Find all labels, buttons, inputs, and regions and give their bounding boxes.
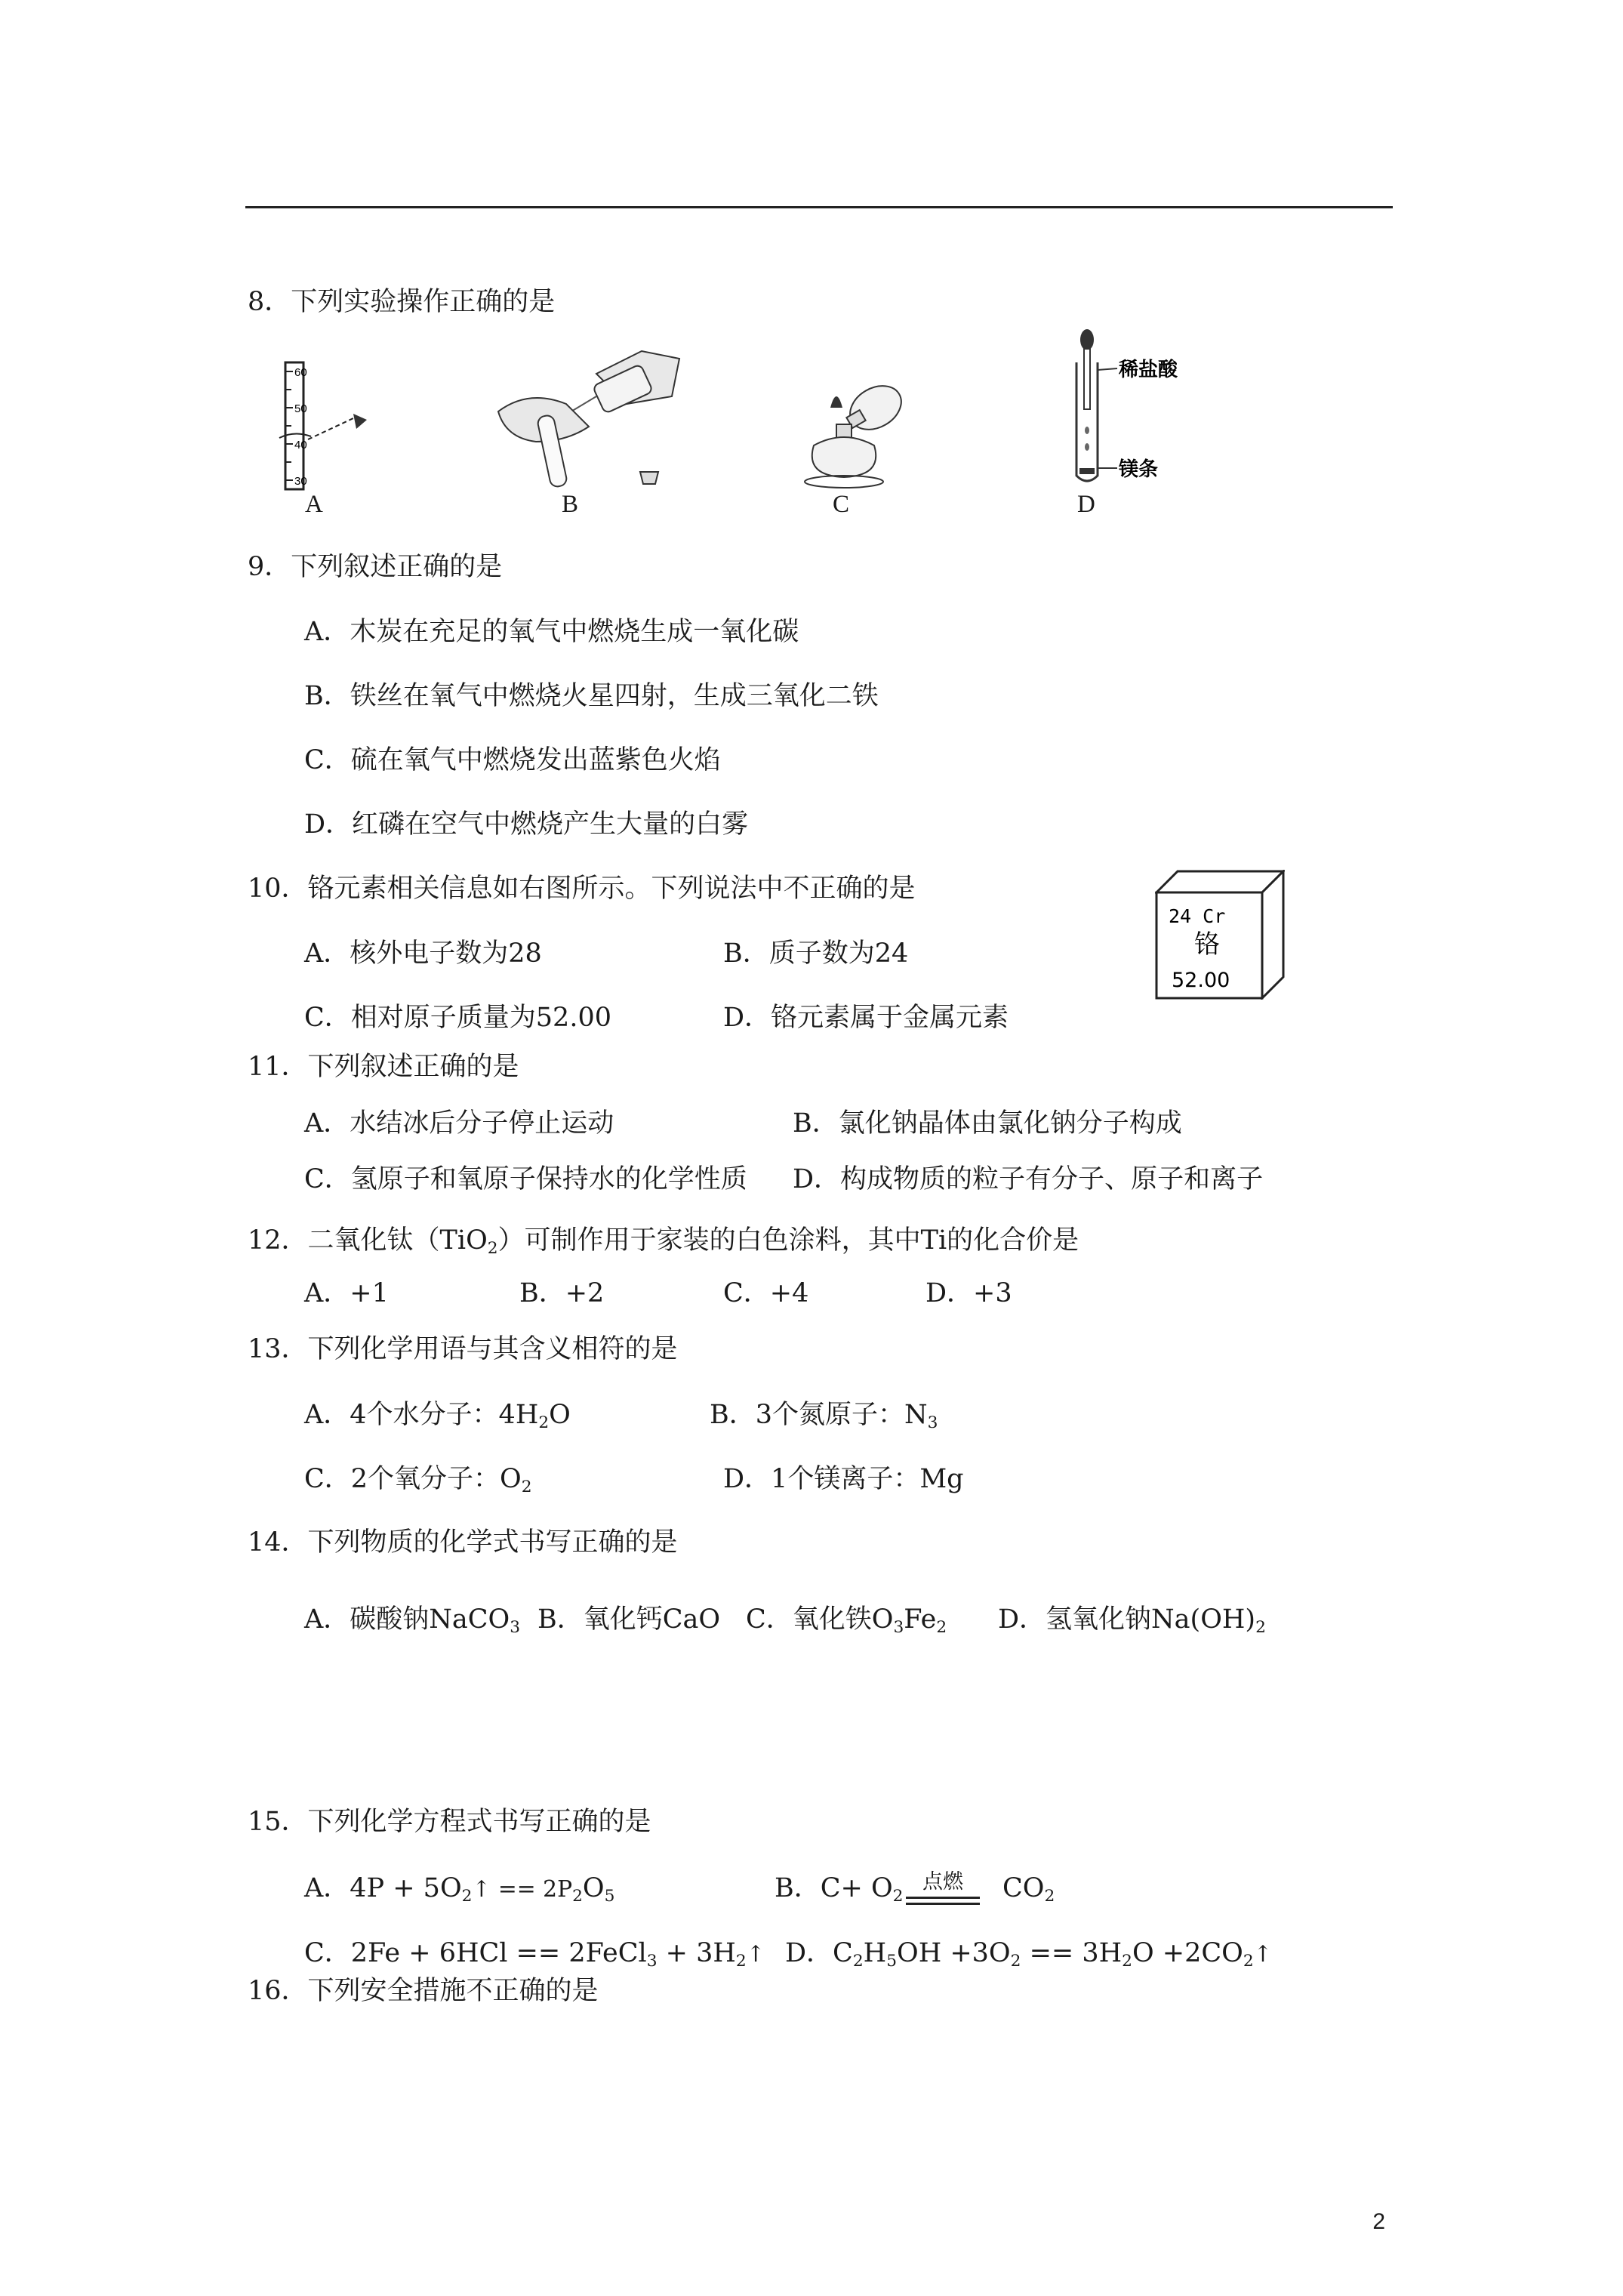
q10-option-c: C．相对原子质量为52.00 bbox=[304, 1003, 611, 1033]
q14-option-b: B．氧化钙CaO bbox=[537, 1604, 721, 1635]
dropper-bulb-icon bbox=[1080, 329, 1094, 350]
q9-option-b: B．铁丝在氧气中燃烧火星四射，生成三氧化二铁 bbox=[304, 681, 879, 711]
q12-option-b: B．+2 bbox=[519, 1278, 605, 1308]
pouring-liquid-figure bbox=[483, 344, 694, 491]
q13-option-d: D．1个镁离子：Mg bbox=[723, 1464, 964, 1494]
q8-stem: 8．下列实验操作正确的是 bbox=[248, 287, 556, 317]
q11-option-c: C．氢原子和氧原子保持水的化学性质 bbox=[304, 1164, 747, 1194]
reaction-condition bbox=[906, 1872, 980, 1905]
header-rule bbox=[245, 206, 1393, 208]
q12-option-c: C．+4 bbox=[723, 1278, 809, 1308]
alcohol-lamp-figure bbox=[793, 362, 921, 491]
q15-option-b-right: $CO_2$ bbox=[1002, 1873, 1055, 1906]
q13-option-c: C．2个氧分子：$O_2$ bbox=[304, 1464, 532, 1497]
q9-option-c: C．硫在氧气中燃烧发出蓝紫色火焰 bbox=[304, 745, 721, 775]
q14-stem: 14．下列物质的化学式书写正确的是 bbox=[248, 1527, 678, 1558]
q9-option-a: A．木炭在充足的氧气中燃烧生成一氧化碳 bbox=[304, 617, 799, 647]
q15-option-c: C．2Fe + 6HCl == 2FeCl$_3$ + $3H_2↑$ bbox=[304, 1938, 765, 1971]
q9-stem: 9．下列叙述正确的是 bbox=[248, 552, 503, 582]
condition-ignite-label: 点燃 bbox=[922, 1870, 963, 1894]
q12-stem: 12．二氧化钛（TiO$_2$）可制作用于家装的白色涂料，其中Ti的化合价是 bbox=[248, 1225, 1079, 1259]
q11-option-a: A．水结冰后分子停止运动 bbox=[304, 1108, 614, 1139]
cylinder-tick-60: 60 bbox=[294, 366, 307, 379]
flame-icon bbox=[830, 396, 842, 408]
q8-caption-d: D bbox=[1077, 491, 1095, 518]
magnesium-strip-icon bbox=[1079, 468, 1095, 474]
dropper-test-tube-figure bbox=[1064, 325, 1246, 491]
q11-stem: 11．下列叙述正确的是 bbox=[248, 1052, 519, 1082]
q12-option-d: D．+3 bbox=[925, 1278, 1012, 1308]
q14-option-a: A．碳酸钠NaCO$_3$ bbox=[304, 1604, 521, 1638]
q15-option-d: D．$C_2H_5OH +3O_2 == 3H_2O$ $+2CO_2↑$ bbox=[785, 1938, 1273, 1971]
q10-stem: 10．铬元素相关信息如右图所示。下列说法中不正确的是 bbox=[248, 874, 916, 904]
q15-option-a: A．$4P + 5O_2↑ == 2P_2O_5$ bbox=[304, 1873, 615, 1906]
q14-option-c: C．氧化铁$O_3Fe_2$ bbox=[746, 1604, 947, 1638]
q15-stem: 15．下列化学方程式书写正确的是 bbox=[248, 1807, 651, 1837]
q12-option-a: A．+1 bbox=[304, 1278, 389, 1308]
element-name: 铬 bbox=[1194, 929, 1220, 960]
q10-option-a: A．核外电子数为28 bbox=[304, 938, 542, 969]
q8-caption-c: C bbox=[833, 491, 850, 518]
element-mass: 52.00 bbox=[1172, 969, 1230, 992]
q10-option-d: D．铬元素属于金属元素 bbox=[723, 1003, 1009, 1033]
dropper-icon bbox=[1084, 349, 1090, 409]
q8-caption-a: A bbox=[305, 491, 323, 518]
graduated-cylinder-figure bbox=[278, 355, 383, 491]
q14-option-d: D．氢氧化钠$Na(OH)_2$ bbox=[998, 1604, 1266, 1638]
cylinder-tick-30: 30 bbox=[294, 475, 307, 488]
q13-option-b: B．3个氮原子：$N_3$ bbox=[710, 1400, 938, 1433]
dilute-hcl-label: 稀盐酸 bbox=[1119, 359, 1178, 381]
eye-icon bbox=[353, 414, 367, 429]
q11-option-d: D．构成物质的粒子有分子、原子和离子 bbox=[793, 1164, 1264, 1194]
bottle-stopper-icon bbox=[640, 472, 658, 484]
periodic-element-cube bbox=[1155, 870, 1285, 1000]
alcohol-lamp-icon bbox=[812, 437, 876, 477]
q11-option-b: B．氯化钠晶体由氯化钠分子构成 bbox=[793, 1108, 1182, 1139]
q8-caption-b: B bbox=[562, 491, 579, 518]
cylinder-tick-50: 50 bbox=[294, 402, 307, 415]
page-number: 2 bbox=[1372, 2209, 1385, 2234]
q10-option-b: B．质子数为24 bbox=[723, 938, 909, 969]
q13-option-a: A．4个水分子：$4H_2O$ bbox=[304, 1400, 571, 1433]
magnesium-label: 镁条 bbox=[1119, 458, 1159, 481]
cylinder-tick-40: 40 bbox=[294, 439, 307, 451]
q13-stem: 13．下列化学用语与其含义相符的是 bbox=[248, 1334, 678, 1364]
element-number-symbol: 24 Cr bbox=[1169, 905, 1226, 927]
q15-option-b-left: B．$C+ O_2$ bbox=[775, 1873, 904, 1906]
tilted-lamp-icon bbox=[842, 377, 909, 438]
q16-stem: 16．下列安全措施不正确的是 bbox=[248, 1976, 599, 2006]
q9-option-d: D．红磷在空气中燃烧产生大量的白雾 bbox=[304, 809, 749, 840]
